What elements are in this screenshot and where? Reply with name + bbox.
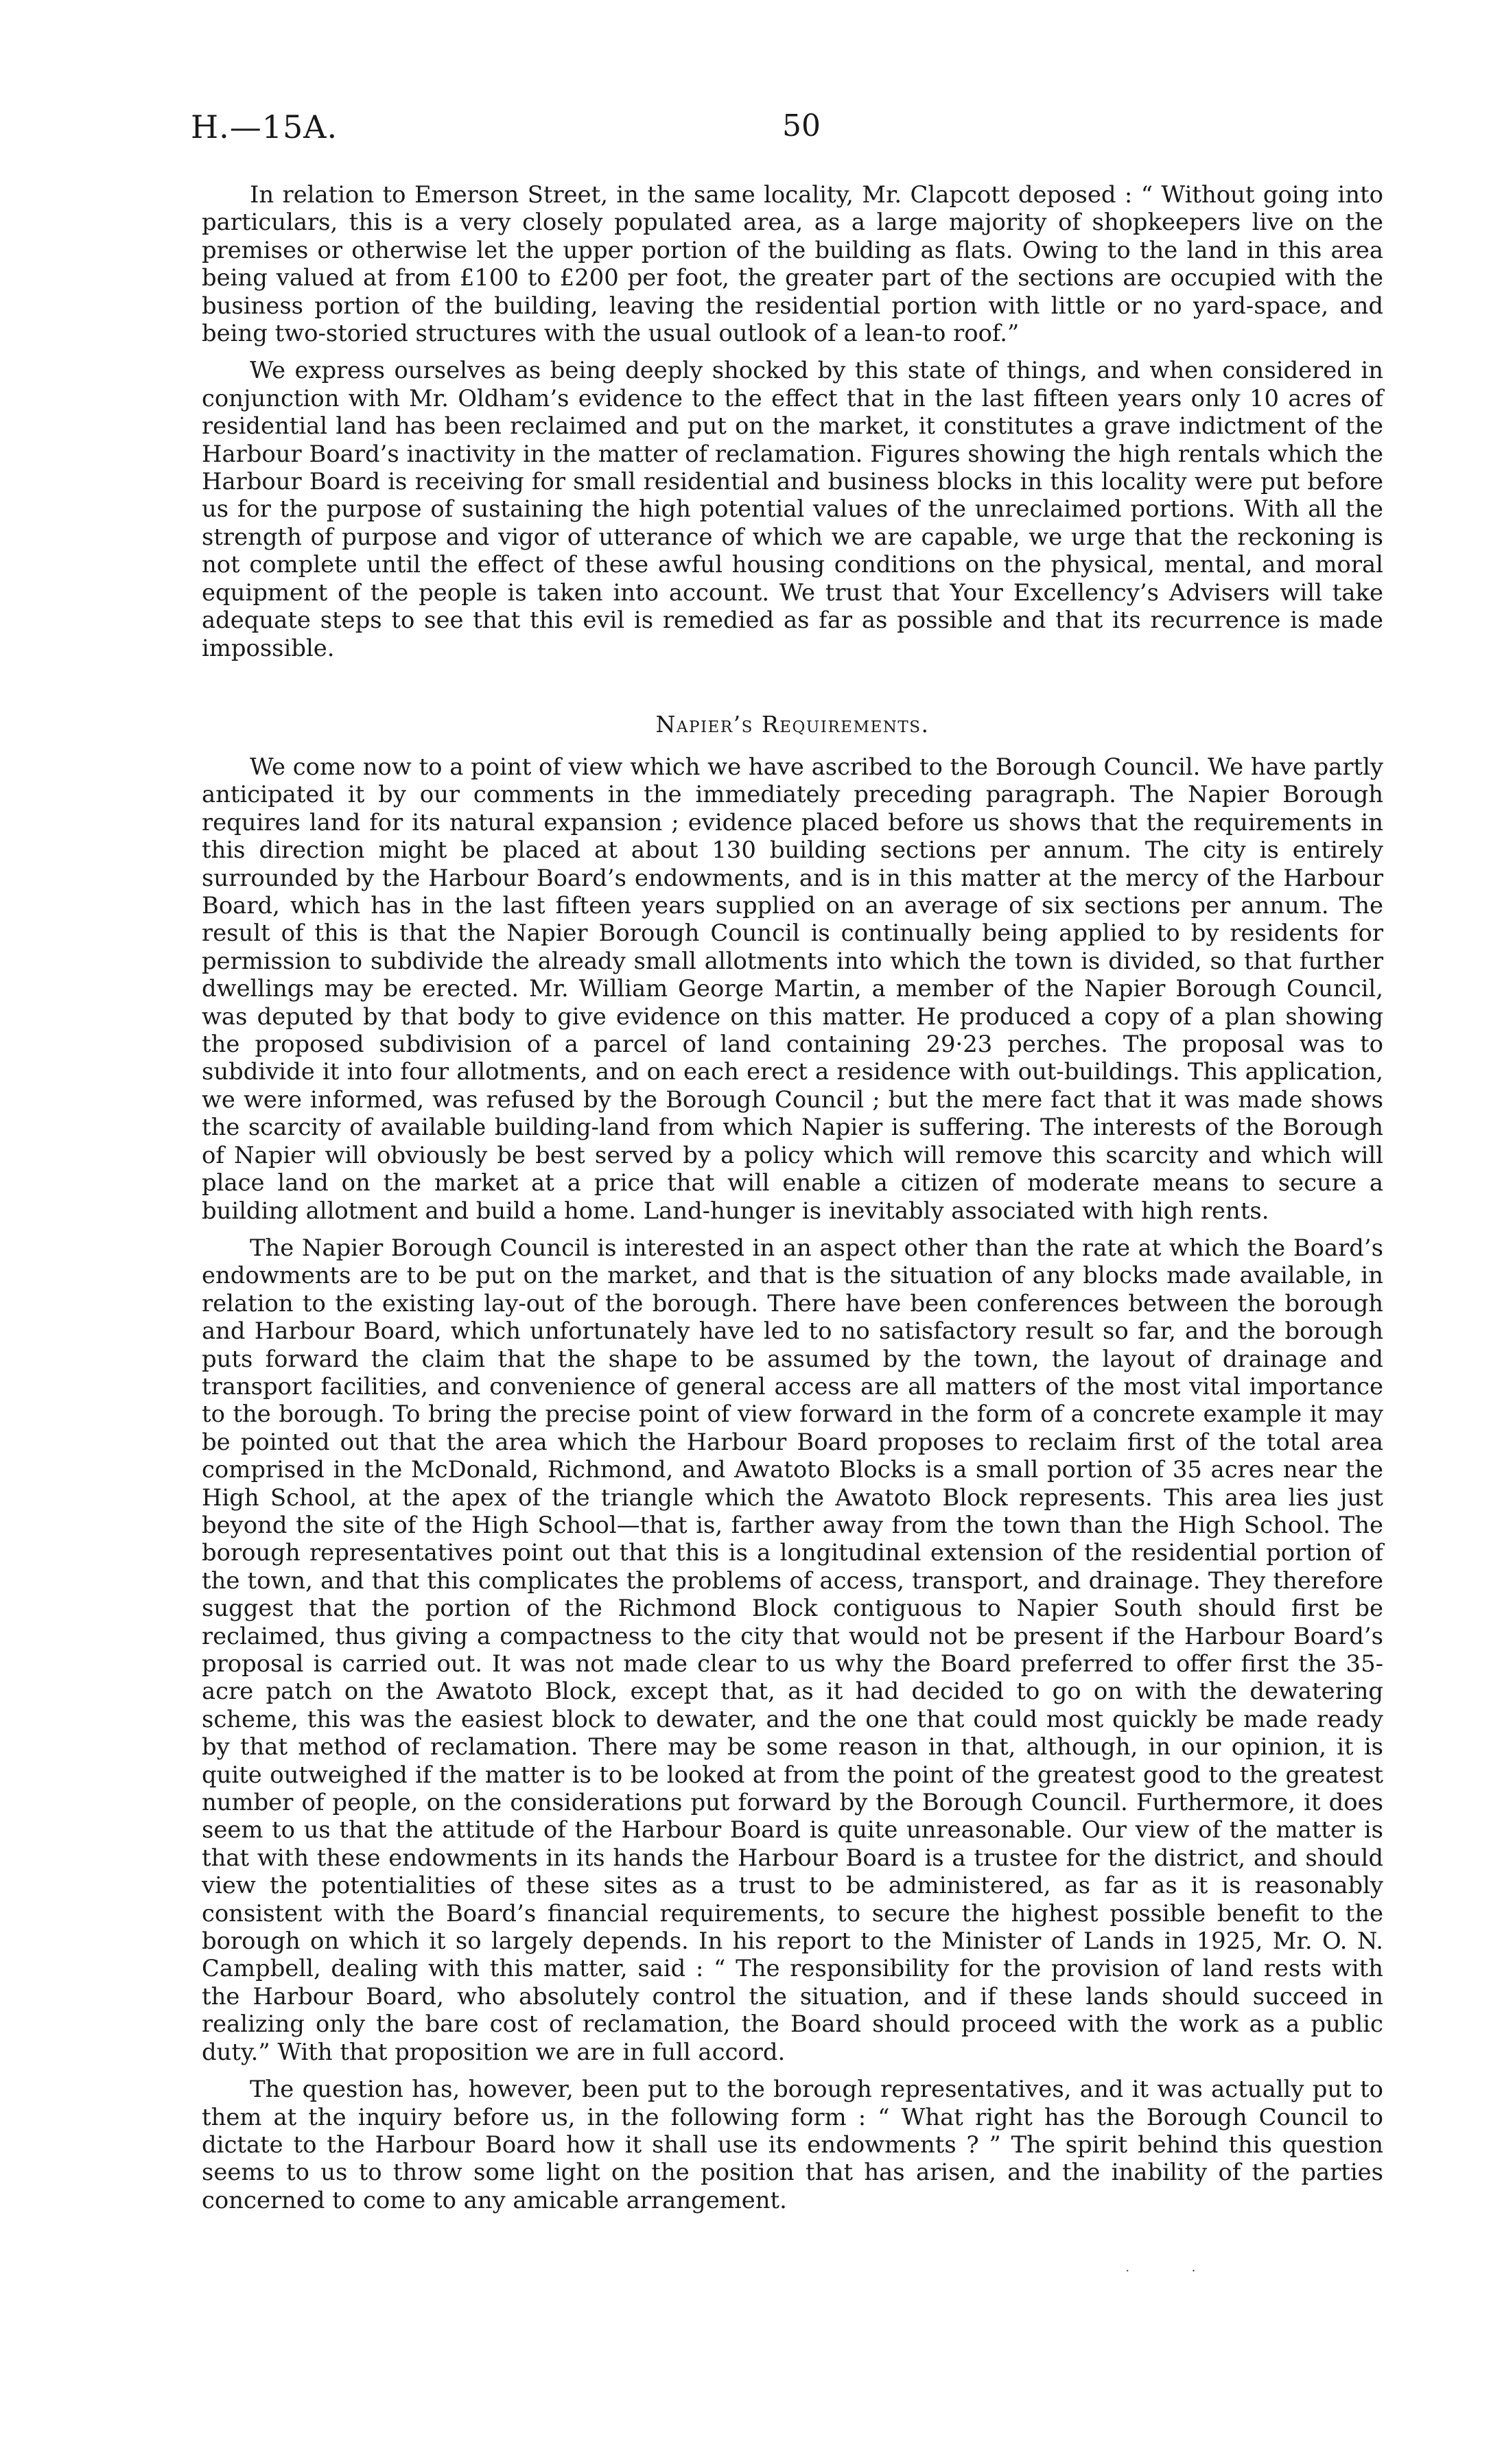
paragraph-napier-requirements: We come now to a point of view which we have ascribed to the Borough Council. We have partly anticipated it by our comments in the immediately preceding paragraph. The Napier Borough requires land for its natural expansion ; evidence placed before us shows that the requirements in this direction might be placed at about 130 building sections per annum. The city is entirely surrounded by the Harbour Board’s endowments, and is in this matter at the mercy of the Harbour Board, which has in the last fifteen years supplied on an average of six sections per annum. The result of this is that the Napier Borough Council is continually being applied to by residents for permission to subdivide the already small allotments into which the town is divided, so that further dwellings may be erected. Mr. William George Martin, a member of the Napier Borough Council, was deputed by that body to give evidence on this matter. He produced a copy of a plan showing the proposed subdivision of a parcel of land containing 29·23 perches. The proposal was to subdivide it into four allotments, and on each erect a residence with out-buildings. This application, we were informed, was refused by the Borough Council ; but the mere fact that it was made shows the scarcity of available building-land from which Napier is suffering. The interests of the Borough of Napier will obviously be best served by a policy which will remove this scarcity and which will place land on the market at a price that will enable a citizen of moderate means to secure a building allotment and build a home. Land-hunger is inevitably associated with high rents. [202, 753, 1384, 1224]
paragraph-question-put: The question has, however, been put to the borough representatives, and it was actually put to them at the inquiry before us, in the following form : “ What right has the Borough Council to dictate to the Harbour Board how it shall use its endowments ? ” The spirit behind this question seems to us to throw some light on the position that has arisen, and the inability of the parties concerned to come to any amicable arrangement. [202, 2076, 1383, 2214]
page-number: 50 [782, 108, 821, 143]
intro-block [202, 181, 1383, 662]
paragraph-emerson-street: In relation to Emerson Street, in the same locality, Mr. Clapcott deposed : “ Without going into particulars, this is a very closely populated area, as a large majority of shopkeepers live on the premises or otherwise let the upper portion of the building as flats. Owing to the land in this area being valued at from £100 to £200 per foot, the greater part of the sections are occupied with the business portion of the building, leaving the residential portion with little or no yard-space, and being two-storied structures with the usual outlook of a lean-to roof.” [202, 181, 1383, 347]
section-block [202, 753, 1383, 2214]
document-reference: H.—15A. [191, 108, 338, 145]
paragraph-borough-council-aspect: The Napier Borough Council is interested in an aspect other than the rate at which the Board’s endowments are to be put on the market, and that is the situation of any blocks made available, in relation to the existing lay-out of the borough. There have been conferences between the borough and Harbour Board, which unfortunately have led to no satisfactory result so far, and the borough puts forward the claim that the shape to be assumed by the town, the layout of drainage and transport facilities, and convenience of general access are all matters of the most vital importance to the borough. To bring the precise point of view forward in the form of a concrete example it may be pointed out that the area which the Harbour Board proposes to reclaim first of the total area comprised in the McDonald, Richmond, and Awatoto Blocks is a small portion of 35 acres near the High School, at the apex of the triangle which the Awatoto Block represents. This area lies just beyond the site of the High School—that is, farther away from the town than the High School. The borough representatives point out that this is a longitudinal extension of the residential portion of the town, and that this complicates the problems of access, transport, and drainage. They therefore suggest that the portion of the Richmond Block contiguous to Napier South should first be reclaimed, thus giving a compactness to the city that would not be present if the Harbour Board’s proposal is carried out. It was not made clear to us why the Board preferred to offer first the 35-acre patch on the Awatoto Block, except that, as it had decided to go on with the dewatering scheme, this was the easiest block to dewater, and the one that could most quickly be made ready by that method of reclamation. There may be some reason in that, although, in our opinion, it is quite outweighed if the matter is to be looked at from the point of the greatest good to the greatest number of people, on the considerations put forward by the Borough Council. Furthermore, it does seem to us that the attitude of the Harbour Board is quite unreasonable. Our view of the matter is that with these endowments in its hands the Harbour Board is a trustee for the district, and should view the potentialities of these sites as a trust to be administered, as far as it is reasonably consistent with the Board’s financial requirements, to secure the highest possible benefit to the borough on which it so largely depends. In his report to the Minister of Lands in 1925, Mr. O. N. Campbell, dealing with this matter, said : “ The responsibility for the provision of land rests with the Harbour Board, who absolutely control the situation, and if these lands should succeed in realizing only the bare cost of reclamation, the Board should proceed with the work as a public duty.” With that proposition we are in full accord. [202, 1234, 1383, 2065]
paragraph-deeply-shocked: We express ourselves as being deeply shocked by this state of things, and when considered in conjunction with Mr. Oldham’s evidence to the effect that in the last fifteen years only 10 acres of residential land has been reclaimed and put on the market, it constitutes a grave indictment of the Harbour Board’s inactivity in the matter of reclamation. Figures showing the high rentals which the Harbour Board is receiving for small residential and business blocks in this locality were put before us for the purpose of sustaining the high potential values of the unreclaimed portions. With all the strength of purpose and vigor of utterance of which we are capable, we urge that the reckoning is not complete until the effect of these awful housing conditions on the physical, mental, and moral equipment of the people is taken into account. We trust that Your Excellency’s Advisers will take adequate steps to see that this evil is remedied as far as possible and that its recurrence is made impossible. [202, 357, 1383, 661]
end-marks: ·​·​ [1125, 2262, 1258, 2279]
running-header [191, 108, 1313, 150]
section-heading: Napier’s Requirements. [655, 711, 930, 738]
